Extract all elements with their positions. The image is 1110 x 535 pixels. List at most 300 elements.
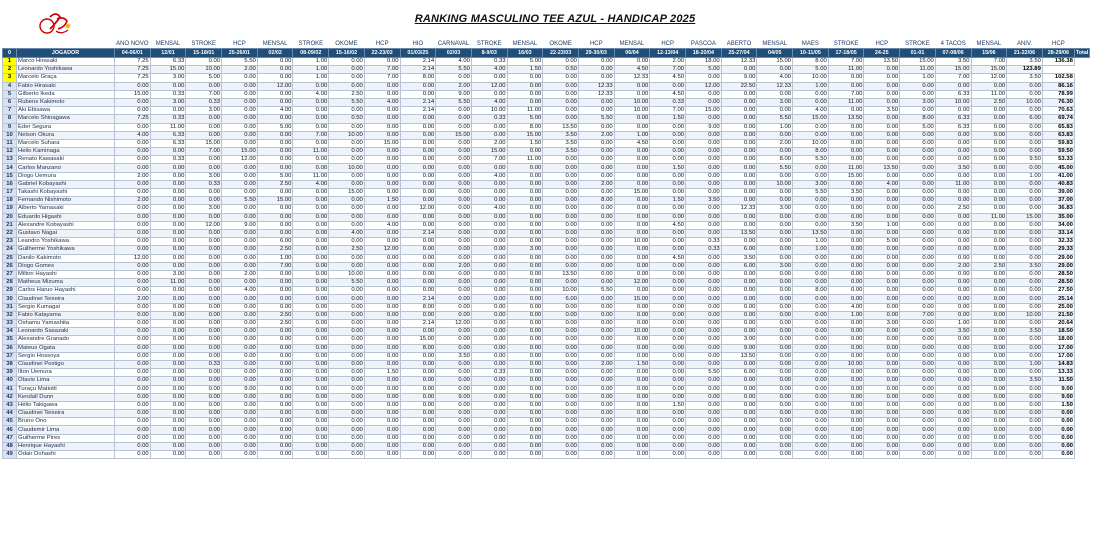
- score-cell: 0.00: [900, 279, 936, 287]
- score-cell: 0.00: [864, 393, 900, 401]
- score-cell: 0.00: [257, 189, 293, 197]
- score-cell: 5.50: [436, 66, 472, 74]
- score-cell: 0.50: [543, 66, 579, 74]
- score-cell: 13.50: [828, 115, 864, 123]
- score-cell: 4.50: [650, 74, 686, 82]
- score-cell: 0.00: [115, 336, 151, 344]
- score-cell: 10.00: [471, 107, 507, 115]
- player-name: Takashi Kobayashi: [17, 189, 115, 197]
- score-cell: 0.00: [400, 418, 436, 426]
- score-cell: 0.00: [222, 205, 258, 213]
- score-cell: 0.00: [115, 410, 151, 418]
- score-cell: 0.00: [686, 139, 722, 147]
- score-cell: 0.00: [1007, 123, 1043, 131]
- score-cell: 0.00: [257, 426, 293, 434]
- score-cell: 0.00: [364, 393, 400, 401]
- score-cell: 0.00: [293, 385, 329, 393]
- score-cell: 0.00: [793, 410, 829, 418]
- score-cell: 10.00: [1007, 98, 1043, 106]
- score-cell: 0.00: [150, 262, 186, 270]
- score-cell: 0.00: [578, 254, 614, 262]
- score-cell: 1.00: [864, 221, 900, 229]
- score-cell: 0.00: [150, 434, 186, 442]
- score-cell: 0.00: [686, 74, 722, 82]
- score-cell: 0.00: [1007, 410, 1043, 418]
- score-cell: 0.00: [436, 172, 472, 180]
- score-cell: 0.00: [222, 410, 258, 418]
- score-cell: 0.00: [686, 393, 722, 401]
- score-cell: 0.00: [471, 377, 507, 385]
- score-cell: 0.33: [186, 98, 222, 106]
- score-cell: 0.00: [471, 123, 507, 131]
- score-cell: 0.00: [686, 336, 722, 344]
- score-cell: 0.00: [864, 139, 900, 147]
- player-name: Diogo Uemura: [17, 172, 115, 180]
- score-cell: 0.00: [543, 311, 579, 319]
- date-header: 04/05: [757, 49, 793, 58]
- score-cell: 0.00: [1007, 393, 1043, 401]
- score-cell: 0.00: [935, 131, 971, 139]
- event-name-header: CARNAVAL: [437, 40, 470, 47]
- score-cell: 0.00: [971, 221, 1007, 229]
- score-cell: 0.00: [436, 287, 472, 295]
- score-cell: 15.00: [257, 197, 293, 205]
- score-cell: 0.00: [400, 180, 436, 188]
- player-name: Guilherme Yoshikawa: [17, 246, 115, 254]
- table-row: [3, 434, 1090, 442]
- score-cell: 0.00: [864, 270, 900, 278]
- score-cell: 0.00: [543, 197, 579, 205]
- total-cell: 32.33: [1042, 238, 1074, 246]
- score-cell: 12.00: [364, 246, 400, 254]
- score-cell: 0.00: [793, 205, 829, 213]
- score-cell: 1.00: [793, 238, 829, 246]
- score-cell: 0.00: [471, 197, 507, 205]
- score-cell: 0.00: [293, 442, 329, 450]
- score-cell: 0.00: [186, 262, 222, 270]
- score-cell: 0.00: [222, 418, 258, 426]
- score-cell: 0.00: [186, 434, 222, 442]
- score-cell: 0.00: [971, 238, 1007, 246]
- player-name: Gilberto Ikeda: [17, 90, 115, 98]
- score-cell: 0.00: [186, 246, 222, 254]
- score-cell: 0.00: [686, 254, 722, 262]
- score-cell: 0.00: [935, 418, 971, 426]
- table-row: [3, 213, 1090, 221]
- score-cell: 0.00: [686, 360, 722, 368]
- score-cell: 0.00: [222, 303, 258, 311]
- score-cell: 0.00: [864, 434, 900, 442]
- score-cell: 0.00: [757, 451, 793, 459]
- score-cell: 0.00: [971, 148, 1007, 156]
- score-cell: 0.00: [364, 344, 400, 352]
- score-cell: 0.00: [150, 246, 186, 254]
- total-cell: 76.30: [1042, 98, 1074, 106]
- score-cell: 0.00: [686, 148, 722, 156]
- score-cell: 0.00: [150, 295, 186, 303]
- score-cell: 0.00: [971, 156, 1007, 164]
- score-cell: 0.00: [900, 131, 936, 139]
- score-cell: 0.00: [614, 156, 650, 164]
- score-cell: 0.00: [864, 336, 900, 344]
- score-cell: 0.00: [543, 393, 579, 401]
- score-cell: 0.00: [543, 303, 579, 311]
- score-cell: 15.00: [971, 66, 1007, 74]
- score-cell: 0.00: [364, 262, 400, 270]
- score-cell: 0.00: [578, 352, 614, 360]
- score-cell: 0.00: [650, 442, 686, 450]
- score-cell: 0.00: [793, 213, 829, 221]
- score-cell: 0.00: [721, 213, 757, 221]
- score-cell: 0.00: [686, 426, 722, 434]
- date-header: 22-23/02: [364, 49, 400, 58]
- player-name: Alexandre Granado: [17, 336, 115, 344]
- score-cell: 1.50: [650, 115, 686, 123]
- score-cell: 0.00: [222, 164, 258, 172]
- score-cell: 0.00: [1007, 295, 1043, 303]
- table-row: [3, 442, 1090, 450]
- total-cell: 123.89: [1007, 66, 1043, 74]
- score-cell: 0.00: [578, 189, 614, 197]
- table-row: [3, 311, 1090, 319]
- score-cell: 0.00: [1007, 270, 1043, 278]
- score-cell: 0.00: [257, 418, 293, 426]
- score-cell: 9.00: [436, 90, 472, 98]
- score-cell: 0.00: [471, 401, 507, 409]
- score-cell: 3.00: [900, 98, 936, 106]
- score-cell: 0.00: [650, 131, 686, 139]
- score-cell: 0.00: [578, 156, 614, 164]
- score-cell: 1.50: [650, 197, 686, 205]
- score-cell: 0.00: [364, 172, 400, 180]
- score-cell: 0.00: [935, 377, 971, 385]
- event-name-header: 4 TACOS: [940, 40, 966, 47]
- rank-cell: 46: [3, 426, 17, 434]
- table-row: [3, 115, 1090, 123]
- score-cell: 0.00: [115, 82, 151, 90]
- score-cell: 0.00: [150, 254, 186, 262]
- score-cell: 0.00: [436, 336, 472, 344]
- score-cell: 6.00: [721, 246, 757, 254]
- score-cell: 0.00: [293, 123, 329, 131]
- score-cell: 0.00: [721, 172, 757, 180]
- score-cell: 4.00: [364, 98, 400, 106]
- score-cell: 9.00: [222, 221, 258, 229]
- score-cell: 11.00: [293, 172, 329, 180]
- score-cell: 2.00: [222, 270, 258, 278]
- score-cell: 0.00: [650, 82, 686, 90]
- table-row: [3, 131, 1090, 139]
- score-cell: 8.00: [900, 115, 936, 123]
- score-cell: 0.00: [293, 320, 329, 328]
- score-cell: 0.00: [793, 451, 829, 459]
- table-row: [3, 418, 1090, 426]
- score-cell: 0.00: [650, 360, 686, 368]
- score-cell: 0.00: [793, 426, 829, 434]
- score-cell: 0.00: [971, 311, 1007, 319]
- score-cell: 0.00: [257, 385, 293, 393]
- score-cell: 0.00: [900, 451, 936, 459]
- score-cell: 0.00: [329, 303, 365, 311]
- score-cell: 0.00: [900, 410, 936, 418]
- score-cell: 0.00: [828, 123, 864, 131]
- score-cell: 3.50: [828, 189, 864, 197]
- score-cell: 0.00: [614, 369, 650, 377]
- score-cell: 0.00: [935, 238, 971, 246]
- rank-cell: 40: [3, 377, 17, 385]
- score-cell: 2.14: [400, 295, 436, 303]
- score-cell: 0.00: [900, 434, 936, 442]
- score-cell: 0.00: [828, 352, 864, 360]
- score-cell: 4.50: [650, 90, 686, 98]
- score-cell: 12.33: [721, 58, 757, 66]
- score-cell: 0.00: [614, 123, 650, 131]
- score-cell: 0.00: [578, 336, 614, 344]
- score-cell: 0.00: [186, 303, 222, 311]
- score-cell: 0.00: [507, 270, 543, 278]
- score-cell: 0.00: [686, 115, 722, 123]
- score-cell: 0.00: [329, 393, 365, 401]
- score-cell: 0.00: [507, 401, 543, 409]
- score-cell: 0.00: [971, 418, 1007, 426]
- score-cell: 0.00: [650, 238, 686, 246]
- score-cell: 0.00: [721, 238, 757, 246]
- player-name: Hélio Takigawa: [17, 401, 115, 409]
- score-cell: 2.14: [400, 107, 436, 115]
- score-cell: 0.00: [507, 418, 543, 426]
- score-cell: 0.00: [115, 262, 151, 270]
- score-cell: 0.00: [971, 385, 1007, 393]
- score-cell: 0.00: [828, 213, 864, 221]
- score-cell: 0.00: [900, 172, 936, 180]
- score-cell: 0.00: [329, 434, 365, 442]
- score-cell: 0.00: [329, 254, 365, 262]
- score-cell: 0.00: [614, 287, 650, 295]
- score-cell: 0.00: [900, 254, 936, 262]
- score-cell: 12.33: [614, 74, 650, 82]
- score-cell: 0.00: [543, 229, 579, 237]
- score-cell: 0.00: [293, 262, 329, 270]
- score-cell: 0.00: [686, 442, 722, 450]
- score-cell: 0.00: [971, 401, 1007, 409]
- score-cell: 0.00: [614, 82, 650, 90]
- rank-cell: 13: [3, 156, 17, 164]
- score-cell: 0.00: [578, 148, 614, 156]
- score-cell: 10.00: [614, 328, 650, 336]
- score-cell: 0.00: [186, 377, 222, 385]
- score-cell: 0.00: [757, 377, 793, 385]
- score-cell: 0.00: [578, 410, 614, 418]
- score-cell: 0.00: [614, 336, 650, 344]
- score-cell: 0.00: [400, 189, 436, 197]
- table-row: [3, 451, 1090, 459]
- score-cell: 7.00: [364, 66, 400, 74]
- score-cell: 0.00: [578, 442, 614, 450]
- score-cell: 0.00: [293, 451, 329, 459]
- score-cell: 0.33: [186, 180, 222, 188]
- score-cell: 0.00: [186, 131, 222, 139]
- player-name: Fabio Hirasaki: [17, 82, 115, 90]
- score-cell: 0.00: [115, 303, 151, 311]
- score-cell: 0.00: [900, 197, 936, 205]
- rank-cell: 20: [3, 213, 17, 221]
- date-header: 02/02: [257, 49, 293, 58]
- score-cell: 0.00: [828, 410, 864, 418]
- player-name: Matheus Mizuma: [17, 279, 115, 287]
- score-cell: 0.50: [329, 115, 365, 123]
- score-cell: 11.00: [507, 156, 543, 164]
- score-cell: 0.00: [721, 270, 757, 278]
- score-cell: 0.00: [650, 172, 686, 180]
- score-cell: 0.00: [864, 311, 900, 319]
- score-cell: 0.00: [971, 369, 1007, 377]
- score-cell: 0.00: [900, 107, 936, 115]
- score-cell: 0.00: [971, 377, 1007, 385]
- score-cell: 15.00: [828, 172, 864, 180]
- score-cell: 0.00: [364, 180, 400, 188]
- score-cell: 0.00: [900, 156, 936, 164]
- score-cell: 0.00: [900, 213, 936, 221]
- score-cell: 0.00: [721, 401, 757, 409]
- score-cell: 0.00: [436, 328, 472, 336]
- score-cell: 0.00: [828, 295, 864, 303]
- score-cell: 0.00: [115, 385, 151, 393]
- score-cell: 11.00: [935, 180, 971, 188]
- score-cell: 0.00: [971, 180, 1007, 188]
- score-cell: 1.00: [757, 123, 793, 131]
- score-cell: 0.00: [543, 426, 579, 434]
- score-cell: 0.00: [329, 336, 365, 344]
- score-cell: 0.00: [1007, 90, 1043, 98]
- score-cell: 0.00: [507, 221, 543, 229]
- score-cell: 13.50: [864, 58, 900, 66]
- score-cell: 0.00: [864, 205, 900, 213]
- score-cell: 0.00: [507, 360, 543, 368]
- score-cell: 0.00: [828, 451, 864, 459]
- player-name: Diogo Gomes: [17, 262, 115, 270]
- score-cell: 0.00: [935, 270, 971, 278]
- score-cell: 0.00: [222, 90, 258, 98]
- score-cell: 0.00: [293, 369, 329, 377]
- total-cell: 13.33: [1042, 369, 1074, 377]
- date-header: 16/03: [507, 49, 543, 58]
- score-cell: 0.00: [971, 426, 1007, 434]
- score-cell: 0.00: [186, 426, 222, 434]
- score-cell: 0.00: [115, 164, 151, 172]
- score-cell: 0.00: [1007, 451, 1043, 459]
- player-name: Carlos Haruo Hayashi: [17, 287, 115, 295]
- score-cell: 8.00: [578, 197, 614, 205]
- event-name-header: STROKE: [298, 40, 324, 47]
- score-cell: 0.00: [329, 156, 365, 164]
- table-row: [3, 98, 1090, 106]
- score-cell: 0.00: [757, 336, 793, 344]
- score-cell: 0.00: [935, 139, 971, 147]
- score-cell: 0.00: [721, 197, 757, 205]
- score-cell: 0.00: [186, 197, 222, 205]
- score-cell: 0.00: [471, 385, 507, 393]
- score-cell: 0.00: [864, 98, 900, 106]
- score-cell: 1.50: [507, 66, 543, 74]
- score-cell: 0.00: [543, 401, 579, 409]
- score-cell: 0.00: [257, 401, 293, 409]
- score-cell: 0.00: [150, 148, 186, 156]
- score-cell: 0.00: [293, 344, 329, 352]
- score-cell: 0.00: [293, 328, 329, 336]
- score-cell: 0.00: [186, 369, 222, 377]
- score-cell: 0.00: [293, 254, 329, 262]
- score-cell: 0.00: [650, 344, 686, 352]
- score-cell: 0.00: [329, 74, 365, 82]
- score-cell: 0.00: [436, 189, 472, 197]
- score-cell: 0.00: [578, 385, 614, 393]
- score-cell: 0.00: [364, 279, 400, 287]
- score-cell: 2.00: [436, 82, 472, 90]
- score-cell: 0.00: [721, 295, 757, 303]
- score-cell: 12.00: [971, 74, 1007, 82]
- score-cell: 0.00: [471, 246, 507, 254]
- score-cell: 0.00: [650, 262, 686, 270]
- score-cell: 0.00: [650, 303, 686, 311]
- score-cell: 3.00: [150, 270, 186, 278]
- table-row: [3, 377, 1090, 385]
- date-header: 12-13/04: [650, 49, 686, 58]
- score-cell: 0.00: [186, 254, 222, 262]
- score-cell: 1.50: [650, 164, 686, 172]
- score-cell: 0.00: [935, 197, 971, 205]
- score-cell: 0.00: [222, 115, 258, 123]
- date-header: 15-16/02: [329, 49, 365, 58]
- score-cell: 4.50: [614, 66, 650, 74]
- rank-cell: 42: [3, 393, 17, 401]
- score-cell: 0.00: [721, 442, 757, 450]
- score-cell: 0.00: [329, 426, 365, 434]
- score-cell: 0.00: [115, 189, 151, 197]
- score-cell: 0.00: [935, 148, 971, 156]
- score-cell: 0.00: [186, 401, 222, 409]
- score-cell: 2.14: [400, 229, 436, 237]
- score-cell: 0.00: [293, 279, 329, 287]
- score-cell: 15.00: [186, 139, 222, 147]
- total-cell: 41.00: [1042, 172, 1074, 180]
- score-cell: 0.00: [828, 279, 864, 287]
- rank-cell: 25: [3, 254, 17, 262]
- score-cell: 0.00: [828, 442, 864, 450]
- score-cell: 12.00: [115, 254, 151, 262]
- score-cell: 0.00: [257, 393, 293, 401]
- score-cell: 0.00: [900, 336, 936, 344]
- score-cell: 0.00: [150, 213, 186, 221]
- score-cell: 0.00: [257, 156, 293, 164]
- score-cell: 22.50: [721, 82, 757, 90]
- score-cell: 0.00: [543, 385, 579, 393]
- rank-cell: 34: [3, 328, 17, 336]
- rank-cell: 6: [3, 98, 17, 106]
- score-cell: 2.50: [971, 262, 1007, 270]
- score-cell: 0.00: [400, 221, 436, 229]
- score-cell: 0.33: [471, 58, 507, 66]
- score-cell: 0.00: [150, 401, 186, 409]
- table-row: [3, 238, 1090, 246]
- score-cell: 0.00: [578, 377, 614, 385]
- score-cell: 2.50: [257, 246, 293, 254]
- score-cell: 0.00: [578, 98, 614, 106]
- score-cell: 0.00: [507, 320, 543, 328]
- score-cell: 7.00: [900, 311, 936, 319]
- score-cell: 0.00: [686, 303, 722, 311]
- score-cell: 0.00: [257, 115, 293, 123]
- score-cell: 0.00: [686, 377, 722, 385]
